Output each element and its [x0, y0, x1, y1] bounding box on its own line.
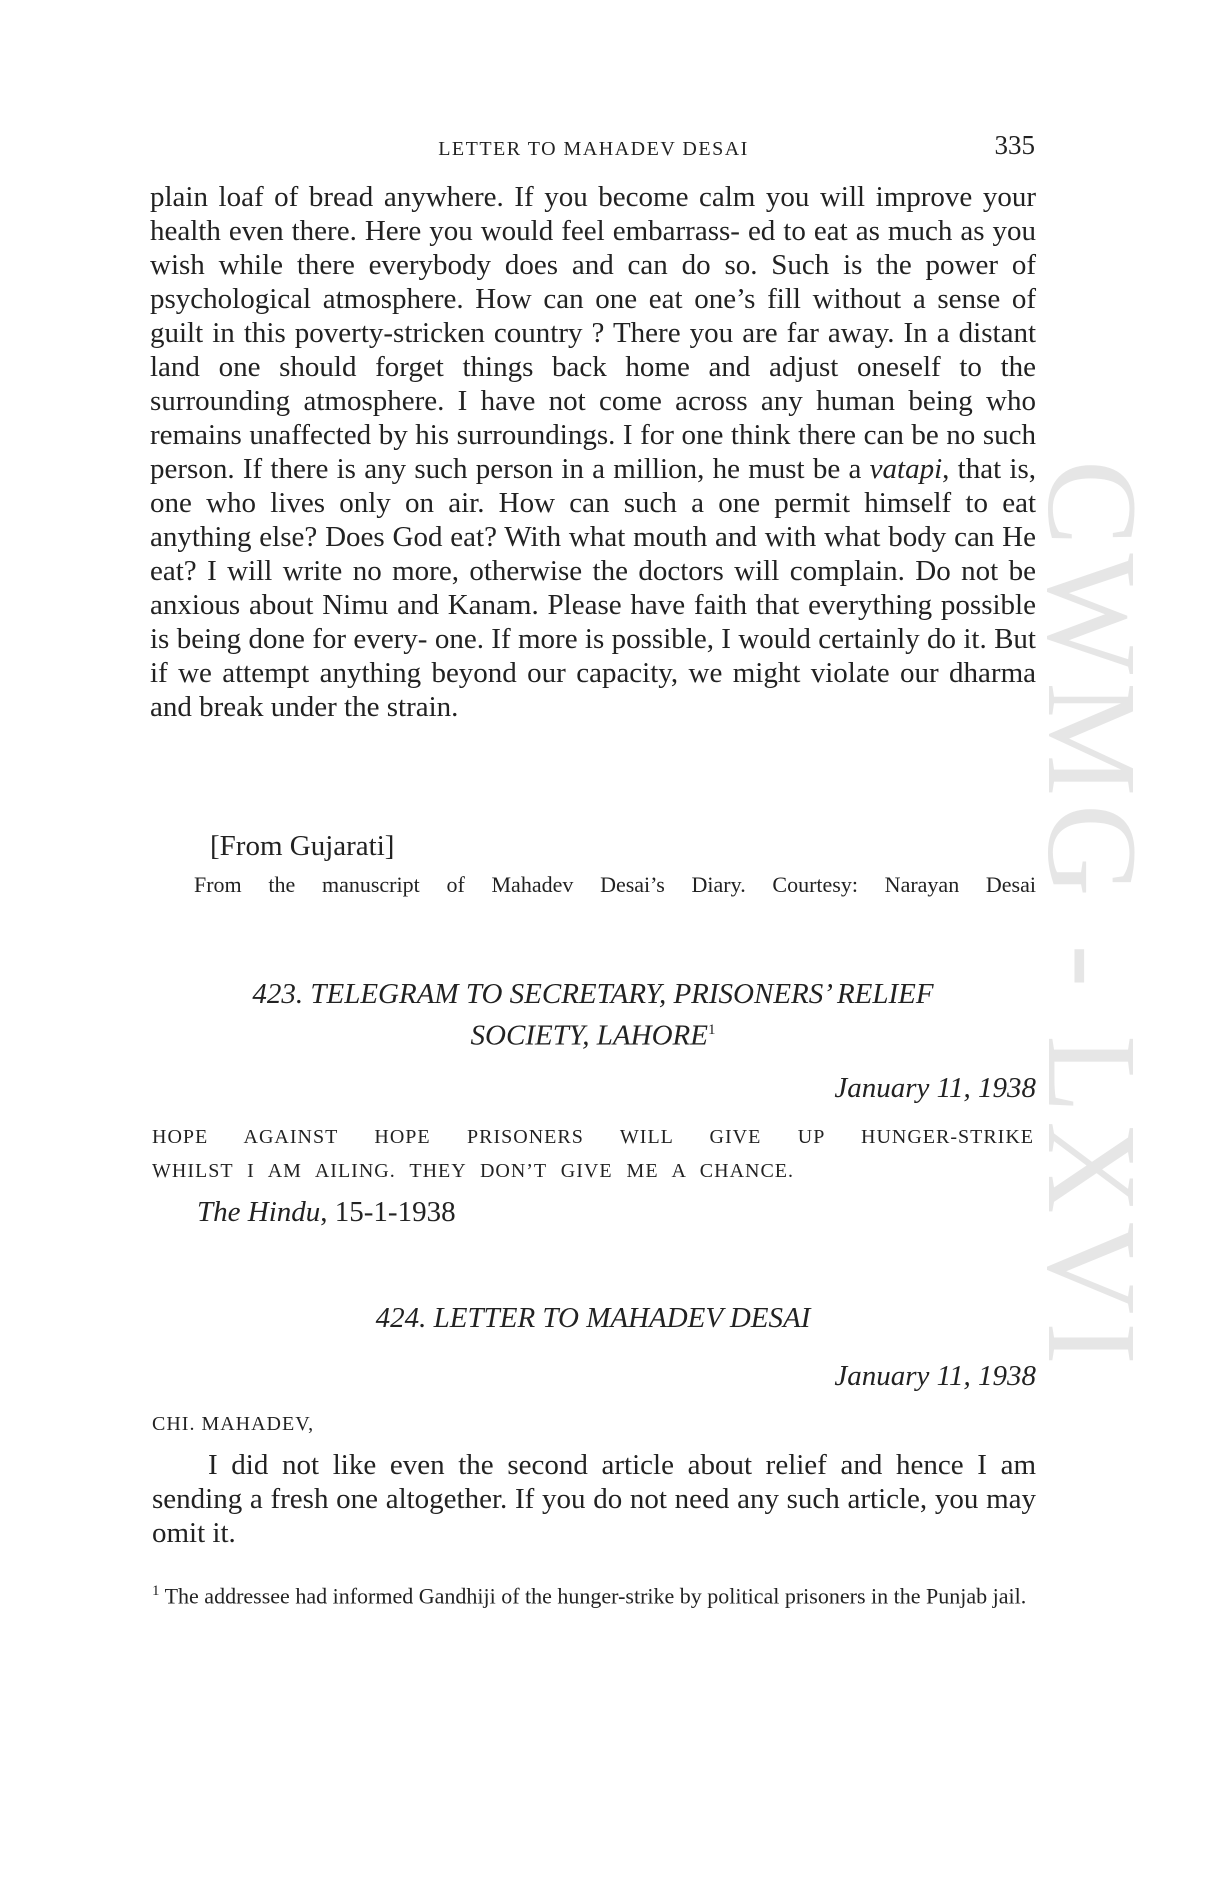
source-language-line: [From Gujarati]: [210, 830, 395, 862]
footnote-number: 1: [152, 1583, 160, 1599]
page-header: [152, 130, 1035, 170]
manuscript-citation: From the manuscript of Mahadev Desai’s Diary. Courtesy: Narayan Desai: [194, 872, 1036, 897]
title-line-2: SOCIETY, LAHORE: [470, 1019, 708, 1052]
telegram-line-2: WHILST I AM AILING. THEY DON’T GIVE ME A CHANCE.: [152, 1160, 795, 1182]
running-head: LETTER TO MAHADEV DESAI: [438, 138, 749, 160]
document-424-title: 424. LETTER TO MAHADEV DESAI: [375, 1302, 811, 1334]
newspaper-date: , 15-1-1938: [320, 1196, 456, 1228]
footnote-marker: 1: [707, 1022, 716, 1038]
continuation-paragraph: [150, 180, 1036, 724]
watermark-text: CWMG - LXVI: [1021, 460, 1163, 1373]
newspaper-name: The Hindu: [197, 1196, 321, 1228]
paragraph-text: plain loaf of bread anywhere. If you become calm you will improve your health even there. Here you would feel embarrass- ed to eat as much as you wish while there everybody does and can do so. Such is the power of psychological atmosphere. How can one eat one’s fill without a sense of guilt in this poverty-stricken country ? There you are far away. In a distant land one should forget things back home and adjust oneself to the surrounding atmosphere. I have not come across any human being who remains unaffected by his surroundings. I for one think there can be no such person. If there is any such person in a million, he must be a: [150, 181, 1036, 485]
telegram-text: [152, 1120, 1034, 1188]
title-line-1: 423. TELEGRAM TO SECRETARY, PRISONERS’ RELIEF: [252, 978, 934, 1010]
paragraph-text-rest: , that is, one who lives only on air. How can such a one permit himself to eat anything else? Does God eat? With what mouth and with what body can He eat? I will write no more, otherwise the doctors will complain. Do not be anxious about Nimu and Kanam. Please have faith that everything possible is being done for every- one. If more is possible, I would certainly do it. But if we attempt anything beyond our capacity, we might violate our dharma and break under the strain.: [150, 453, 1036, 723]
letter-paragraph: I did not like even the second article about relief and hence I am sending a fresh one altogether. If you do not need any such article, you may omit it.: [152, 1449, 1036, 1549]
telegram-line-1: HOPE AGAINST HOPE PRISONERS WILL GIVE UP HUNGER-STRIKE: [152, 1126, 1034, 1148]
footnote: [152, 1576, 1036, 1611]
telegram-source: [197, 1196, 456, 1229]
document-424-date: January 11, 1938: [834, 1360, 1036, 1392]
page-number: 335: [994, 130, 1035, 160]
document-423-date: January 11, 1938: [834, 1072, 1036, 1104]
footnote-text: The addressee had informed Gandhiji of the hunger-strike by political prisoners in the Punjab jail.: [159, 1583, 1027, 1609]
watermark: [1021, 460, 1182, 1440]
italic-term: vatapi: [869, 453, 943, 485]
salutation: CHI. MAHADEV,: [152, 1413, 315, 1435]
document-423-title: [150, 976, 1036, 1054]
letter-body: [152, 1448, 1036, 1550]
